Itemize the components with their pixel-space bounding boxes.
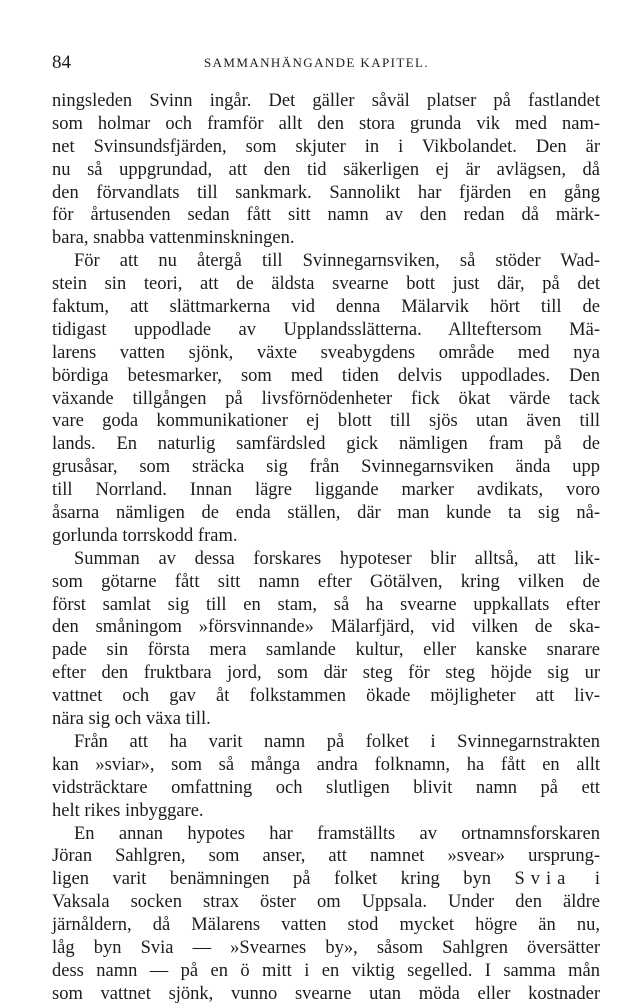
paragraph-start-line: För att nu återgå till Svinnegarnsviken, så stöder Wad- [74, 251, 600, 272]
running-head: SAMMANHÄNGANDE KAPITEL. [204, 55, 430, 70]
text-line: som götarne fått sitt namn efter Götälven, kring vilken de [52, 571, 600, 592]
page-header [52, 52, 600, 76]
text-line: faktum, att slättmarkerna vid denna Mälarvik hört till de [52, 297, 600, 318]
text-line: som holmar och framför allt den stora grunda vik med nam- [52, 113, 600, 134]
text-line: dess namn — på en ö mitt i en viktig segelled. I samma mån [52, 960, 600, 981]
text-line-with-spaced-name [52, 868, 600, 891]
text-line: net Svinsundsfjärden, som skjuter in i Vikbolandet. Den är [52, 136, 600, 157]
text-line: till Norrland. Innan lägre liggande marker avdikats, voro [52, 480, 600, 501]
paragraph-end-line: gorlunda torrskodd fram. [52, 525, 238, 546]
text-line: larens vatten sjönk, växte sveabygdens område med nya [52, 342, 600, 363]
text-segment: i [594, 869, 600, 890]
text-line: först samlat sig till en stam, så ha svearne uppkallats efter [52, 594, 600, 615]
text-line: bördiga betesmarker, som med tiden delvis uppodlades. Den [52, 365, 600, 386]
paragraph-start-line: Från att ha varit namn på folket i Svinnegarnstrakten [74, 731, 600, 752]
text-line: som vattnet sjönk, vunno svearne utan möda eller kostnader [52, 983, 600, 1004]
text-line: låg byn Svia — »Svearnes by», såsom Sahlgren översätter [52, 937, 600, 958]
text-segment: ligen varit benämningen på folket kring byn [52, 869, 491, 890]
paragraph-end-line: nära sig och växa till. [52, 709, 211, 730]
text-line: vattnet och gav åt folkstammen ökade möjligheter att liv- [52, 686, 600, 707]
spaced-place-name: Svia [514, 869, 572, 890]
text-line: vare goda kommunikationer ej blott till sjös utan även till [52, 411, 600, 432]
text-line: tidigast uppodlade av Upplandsslätterna. Allteftersom Mä- [52, 319, 600, 340]
text-line: vidsträcktare omfattning och slutligen blivit namn på ett [52, 777, 600, 798]
text-line: åsarna nämligen de enda ställen, där man kunde ta sig nå- [52, 503, 600, 524]
text-line: efter den fruktbara jord, som där steg för steg höjde sig ur [52, 663, 600, 684]
text-line: den småningom »försvinnande» Mälarfjärd, vid vilken de ska- [52, 617, 600, 638]
page-number: 84 [52, 52, 71, 73]
body-text [52, 90, 600, 1006]
text-line: växande tillgången på livsförnödenheter fick ökat värde tack [52, 388, 600, 409]
paragraph-end-line: helt rikes inbyggare. [52, 800, 204, 821]
paragraph-end-line: bara, snabba vattenminskningen. [52, 228, 295, 249]
text-line: lands. En naturlig samfärdsled gick nämligen fram på de [52, 434, 600, 455]
text-line: Jöran Sahlgren, som anser, att namnet »svear» ursprung- [52, 846, 600, 867]
text-line: för årtusenden sedan fått sitt namn av den redan då märk- [52, 205, 600, 226]
text-line: järnåldern, då Mälarens vatten stod mycket högre än nu, [52, 915, 600, 936]
text-line: nu så uppgrundad, att den tid säkerligen ej är avlägsen, då [52, 159, 600, 180]
text-line: kan »sviar», som så många andra folknamn, ha fått en allt [52, 754, 600, 775]
text-line: ningsleden Svinn ingår. Det gäller såväl platser på fastlandet [52, 91, 600, 111]
text-line: pade sin första mera samlande kultur, eller kanske snarare [52, 640, 600, 661]
text-line: grusåsar, som sträcka sig från Svinnegarnsviken ända upp [52, 457, 600, 478]
text-line: Vaksala socken strax öster om Uppsala. Under den äldre [52, 892, 600, 913]
paragraph-start-line: En annan hypotes har framställts av ortnamnsforskaren [74, 823, 600, 844]
text-line: stein sin teori, att de äldsta svearne bott just där, på det [52, 274, 600, 295]
text-line: den förvandlats till sankmark. Sannolikt har fjärden en gång [52, 182, 600, 203]
paragraph-start-line: Summan av dessa forskares hypoteser blir alltså, att lik- [74, 548, 600, 569]
